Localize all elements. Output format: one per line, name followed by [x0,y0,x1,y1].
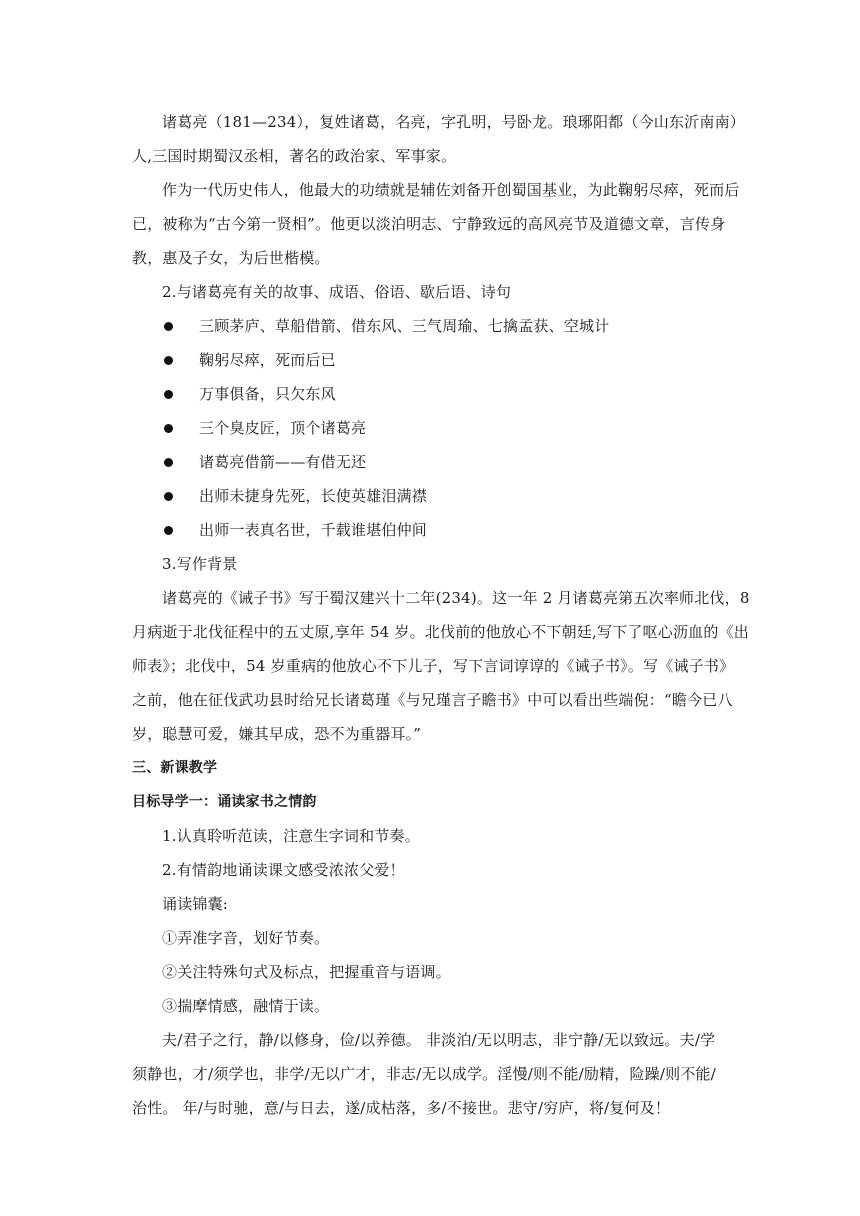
bullet-item [132,343,744,377]
bullet-icon [164,492,173,501]
passage-line-1: 夫/君子之行，静/以修身，俭/以养德。 非淡泊/无以明志，非宁静/无以致远。夫/学 [162,1031,716,1049]
bullet-icon [164,356,173,365]
bullet-text: 三顾茅庐、草船借箭、借东风、三气周瑜、七擒孟获、空城计 [199,317,610,335]
intro-line-4: 已，被称为“古今第一贤相”。他更以淡泊明志、宁静致远的高风亮节及道德文章，言传身 [132,215,726,233]
bullet-icon [164,390,173,399]
bullet-item [132,445,744,479]
background-line-2: 月病逝于北伐征程中的五丈原,享年 54 岁。北伐前的他放心不下朝廷,写下了呕心沥血的《出 [132,623,749,641]
bullet-item [132,377,744,411]
tip-3: ③揣摩情感，融情于读。 [162,997,330,1015]
step-2: 2.有情韵地诵读课文感受浓浓父爱！ [162,861,405,879]
bullet-icon [164,424,173,433]
intro-line-2: 人,三国时期蜀汉丞相，著名的政治家、军事家。 [132,147,457,165]
step-1: 1.认真聆听范读，注意生字词和节奏。 [162,827,420,845]
intro-line-1: 诸葛亮（181—234），复姓诸葛，名亮，字孔明，号卧龙。琅琊阳都（今山东沂南南） [162,113,745,131]
bullet-item [132,309,744,343]
bullet-icon [164,322,173,331]
bullet-text: 诸葛亮借箭——有借无还 [199,453,367,471]
background-line-5: 岁，聪慧可爱，嫌其早成，恐不为重器耳。” [132,725,422,743]
bullet-text: 万事俱备，只欠东风 [199,385,336,403]
tip-2: ②关注特殊句式及标点，把握重音与语调。 [162,963,451,981]
stories-heading: 2.与诸葛亮有关的故事、成语、俗语、歇后语、诗句 [162,283,512,301]
background-line-1: 诸葛亮的《诫子书》写于蜀汉建兴十二年(234)。这一年 2 月诸葛亮第五次率师北伐，8 [162,589,750,607]
passage-line-2: 须静也，才/须学也，非学/无以广才，非志/无以成学。淫慢/则不能/励精，险躁/则不能/ [132,1065,716,1083]
goal-heading: 目标导学一：诵读家书之情韵 [132,794,317,810]
section-title: 三、新课教学 [132,760,218,776]
background-line-4: 之前，他在征伐武功县时给兄长诸葛瑾《与兄瑾言子瞻书》中可以看出些端倪：“瞻今已八 [132,691,733,709]
bullet-item [132,513,744,547]
bullet-text: 三个臭皮匠，顶个诸葛亮 [199,419,367,437]
bullet-icon [164,526,173,535]
bullet-item [132,479,744,513]
intro-line-5: 教，惠及子女，为后世楷模。 [132,249,330,267]
background-line-3: 师表》；北伐中，54 岁重病的他放心不下儿子，写下言词谆谆的《诫子书》。写《诫子书》 [132,657,735,675]
bullet-text: 出师未捷身先死，长使英雄泪满襟 [199,487,428,505]
passage-line-3: 治性。 年/与时驰，意/与日去，遂/成枯落，多/不接世。悲守/穷庐，将/复何及！ [132,1099,671,1117]
intro-line-3: 作为一代历史伟人，他最大的功绩就是辅佐刘备开创蜀国基业，为此鞠躬尽瘁，死而后 [162,181,740,199]
background-heading: 3.写作背景 [162,555,238,573]
tips-title: 诵读锦囊: [162,895,229,913]
bullet-icon [164,458,173,467]
bullet-text: 出师一表真名世，千载谁堪伯仲间 [199,521,428,539]
bullet-item [132,411,744,445]
tip-1: ①弄准字音，划好节奏。 [162,929,330,947]
document-body [132,105,750,1125]
bullet-text: 鞠躬尽瘁，死而后已 [199,351,336,369]
